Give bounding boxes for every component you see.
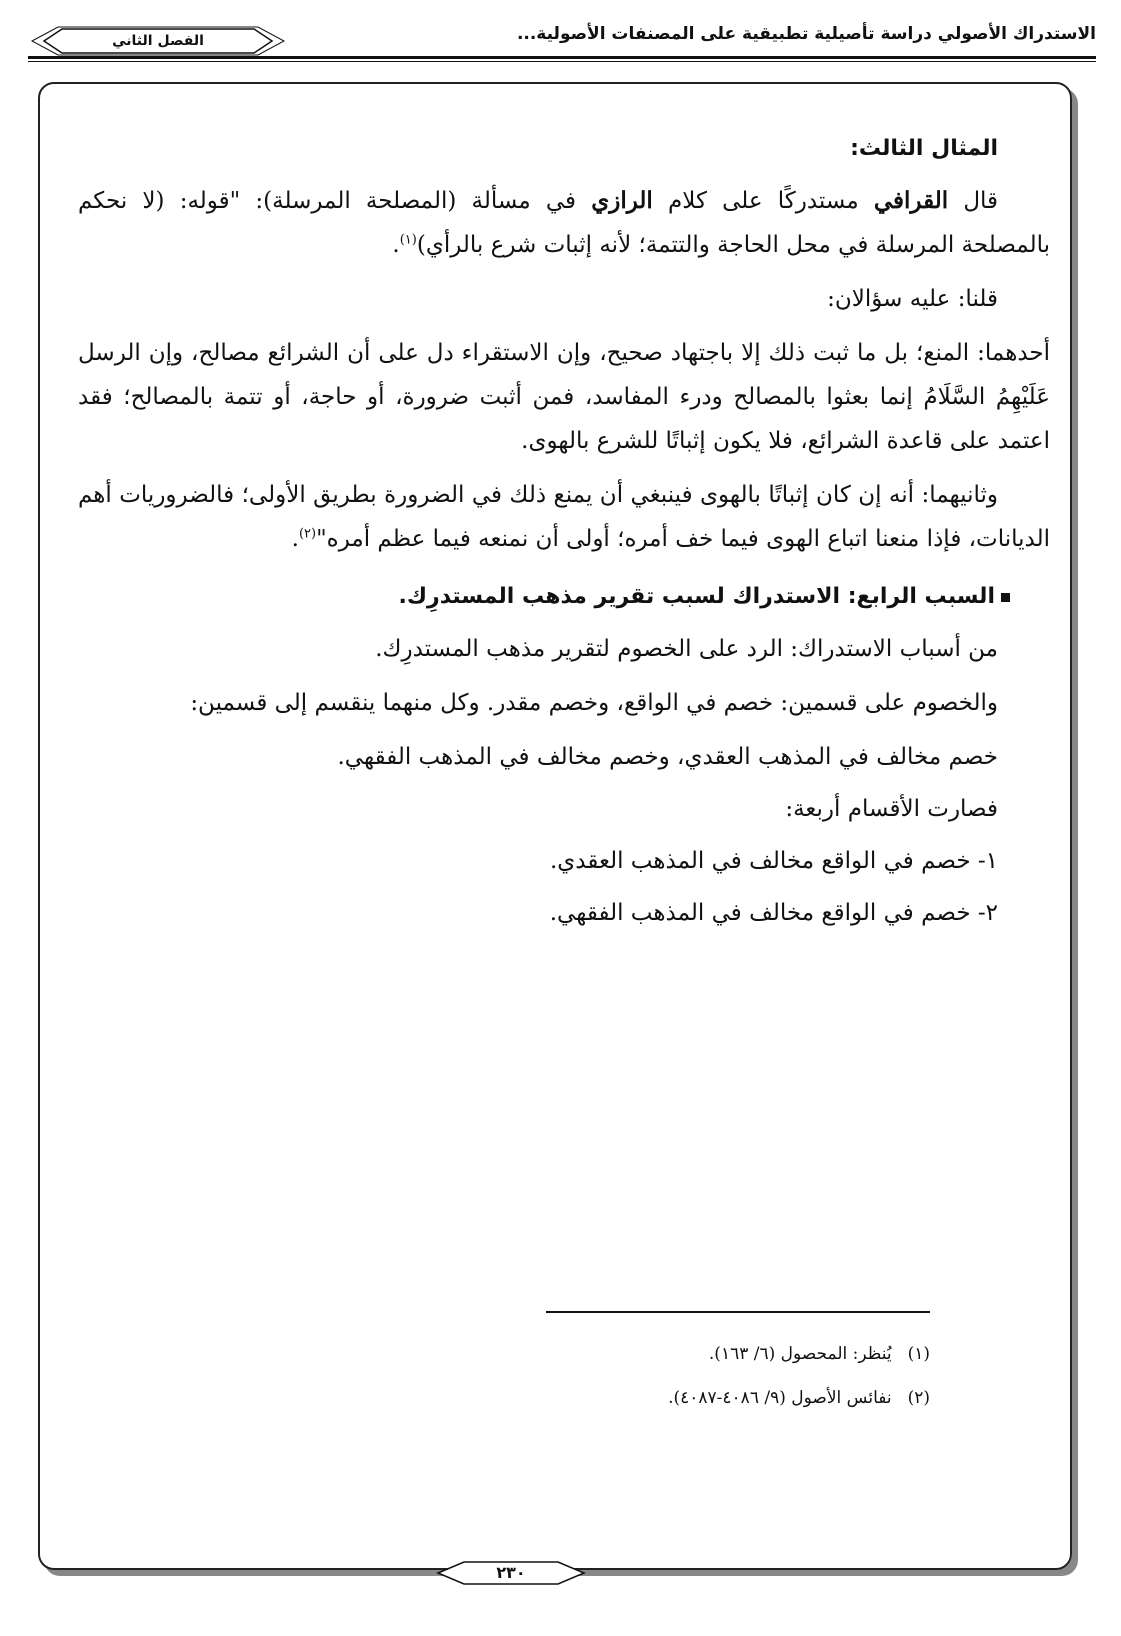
- paragraph-second-answer: [78, 473, 1050, 561]
- para1-end: .: [392, 232, 400, 258]
- list-item: ٢- خصم في الواقع مخالف في المذهب الفقهي.: [549, 900, 998, 926]
- para4-text: وثانيهما: أنه إن كان إثباتًا بالهوى فينبغي أن يمنع ذلك في الضرورة بطريق الأولى؛ فالضروريات أهم الديانات، فإذا منعنا اتباع الهوى فيما خف أمره؛ أولى أن نمنعه فيما عظم أمره": [78, 482, 1050, 552]
- footnote-number: (٢): [907, 1388, 930, 1408]
- footnote-separator: [546, 1311, 930, 1313]
- footnotes: [120, 1342, 930, 1430]
- footnote-text: يُنظر: المحصول (٦/ ١٦٣).: [708, 1344, 892, 1364]
- example-heading: المثال الثالث:: [850, 136, 998, 161]
- header-rule-thin: [28, 61, 1096, 62]
- paragraph-opponents: والخصوم على قسمين: خصم في الواقع، وخصم مقدر. وكل منهما ينقسم إلى قسمين:: [190, 690, 998, 716]
- list-item: ١- خصم في الواقع مخالف في المذهب العقدي.: [549, 848, 998, 874]
- section-heading: [78, 575, 1050, 619]
- footnote-number: (١): [907, 1344, 930, 1364]
- para1-mid: مستدركًا على كلام: [667, 188, 859, 214]
- page-number-badge: [436, 1560, 586, 1586]
- page-number: ٢٣٠: [496, 1563, 526, 1582]
- chapter-tab: [28, 26, 288, 56]
- footnote-1: [120, 1342, 930, 1366]
- page-header: [28, 20, 1096, 64]
- paragraph-first-answer: أحدهما: المنع؛ بل ما ثبت ذلك إلا باجتهاد صحيح، وإن الاستقراء دل على أن الشرائع مصالح، وإن الرسل عَلَيْهِمُ السَّلَامُ إنما بعثوا بالمصالح ودرء المفاسد، فمن أثبت ضرورة، أو حاجة، أو تتمة بالمصالح؛ فقد اعتمد على قاعدة الشرائع، فلا يكون إثباتًا للشرع بالهوى.: [78, 340, 1050, 454]
- paragraph-quote: [78, 179, 1050, 267]
- section-heading-text: السبب الرابع: الاستدراك لسبب تقرير مذهب المستدرِك.: [398, 584, 995, 609]
- para1-prefix: قال: [963, 188, 999, 214]
- author-name-qarafi: القرافي: [873, 187, 949, 214]
- footnote-2: [120, 1386, 930, 1410]
- footnote-ref-1[interactable]: (١): [399, 232, 417, 248]
- header-rule: [28, 56, 1096, 59]
- footnote-ref-2[interactable]: (٢): [298, 526, 317, 542]
- paragraph-four-types: فصارت الأقسام أربعة:: [785, 796, 998, 822]
- paragraph-types: خصم مخالف في المذهب العقدي، وخصم مخالف في المذهب الفقهي.: [337, 744, 998, 770]
- chapter-label: الفصل الثاني: [112, 33, 204, 49]
- paragraph-two-questions: قلنا: عليه سؤالان:: [827, 286, 998, 312]
- paragraph-reasons: من أسباب الاستدراك: الرد على الخصوم لتقرير مذهب المستدرِك.: [375, 636, 998, 662]
- page-body: [78, 127, 1050, 943]
- para1-rest: في مسألة (المصلحة المرسلة): "قوله: (لا نحكم بالمصلحة المرسلة في محل الحاجة والتتمة؛ لأنه إثبات شرع بالرأي): [78, 188, 1050, 258]
- para4-end: .: [291, 526, 299, 552]
- book-title: الاستدراك الأصولي دراسة تأصيلية تطبيقية على المصنفات الأصولية...: [516, 24, 1096, 44]
- author-name-razi: الرازي: [591, 187, 653, 214]
- footnote-text: نفائس الأصول (٩/ ٤٠٨٦-٤٠٨٧).: [668, 1388, 892, 1408]
- square-bullet-icon: [1001, 593, 1010, 602]
